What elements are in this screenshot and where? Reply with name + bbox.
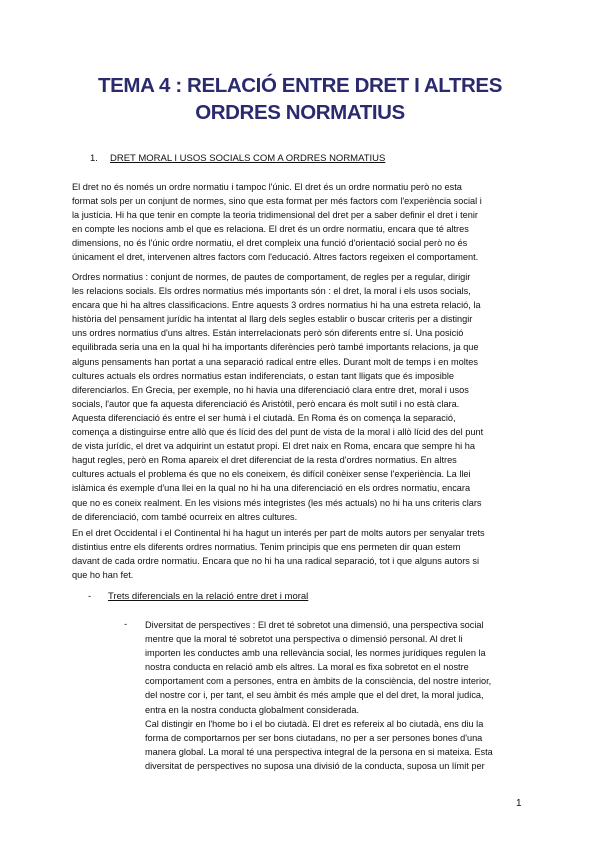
paragraph-2-line: diferenciarlos. En Grecia, per exemple, no hi havia una diferenciació clara entre dret, moral i usos [72, 384, 469, 395]
paragraph-2-line: hagut regles, però en Roma apareix el dret diferenciat de la resta d'ordres normatius. En altres [72, 455, 457, 466]
paragraph-2-line: comença a distinguirse entre allò que és lícid des del punt de vista de la moral i allò lícid des del punt [72, 427, 484, 438]
paragraph-2-line: islàmica és exemple d'una llei en la qual no hi ha una diferenciació en els ordres normatiu, encara [72, 483, 471, 494]
paragraph-1-line: únicament el dret, intervenen altres factors com l'educació. Altres factors regeixen el comportament. [72, 252, 479, 263]
paragraph-2-line: de vista jurídic, el dret va adquirint un estatut propi. El dret naix en Roma, encara que sempre hi ha [72, 441, 475, 452]
paragraph-1 [72, 180, 532, 265]
subsection-title: Trets diferencials en la relació entre dret i moral [108, 591, 309, 602]
paragraph-1-line: dimensions, no és l'únic ordre normatiu, el dret compleix una funció d'orientació social però no és [72, 238, 468, 249]
bullet-line: nostra conducta en relació amb els altres. La moral es fixa sobretot en el nostre [145, 662, 469, 673]
title-line-1: TEMA 4 : RELACIÓ ENTRE DRET I ALTRES [98, 74, 502, 97]
section-number: 1. [90, 153, 98, 164]
bullet-dash: - [124, 619, 128, 630]
paragraph-2-line: les relacions socials. Els ordres normatius més importants són : el dret, la moral i els usos socials, [72, 286, 471, 297]
bullet-line: diversitat de perspectives no suposa una divisió de la conducta, suposa un límit per [145, 760, 485, 771]
paragraph-3-line: davant de cada ordre normatiu. Encara que no hi ha una radical separació, tot i que alguns autors si [72, 556, 480, 567]
paragraph-3-line: distintius entre els diferents ordres normatius. Tenim principis que ens permeten dir quan estem [72, 542, 461, 553]
section-title: DRET MORAL I USOS SOCIALS COM A ORDRES NORMATIUS [110, 153, 386, 164]
bullet-line: mentre que la moral té sobretot una perspectiva o dimensió personal. Al dret li [145, 634, 463, 645]
bullet-line: manera global. La moral té una perspectiva integral de la persona en si mateixa. Esta [145, 746, 493, 757]
paragraph-1-line: la justícia. Hi ha que tenir en compte la teoria tridimensional del dret per a saber definir el dret i tenir [72, 210, 478, 221]
paragraph-2-line: alguns pensaments han portat a una separació radical entre elles. Durant molt de temps i en moltes [72, 356, 479, 367]
paragraph-2-line: Ordres normatius : conjunt de normes, de pautes de comportament, de regles per a regular, dirigir [72, 272, 471, 282]
paragraph-2-line: història del pensament jurídic ha intentat al llarg dels segles establir o buscar criteris per a distingir [72, 314, 473, 325]
paragraph-2-line: encara que hi ha altres classificacions. Entre aquests 3 ordres normatius hi ha una estreta relació, la [72, 300, 481, 311]
paragraph-2-line: cultures actuals els ordres normatius estan indiferenciats, o estan tant lligats que és imposible [72, 370, 454, 381]
paragraph-2 [72, 270, 532, 524]
paragraph-2-line: que no es coneix realment. En les visions més integristes (les més actuals) no hi ha uns criteris clars [72, 497, 482, 508]
paragraph-1-line: El dret no és només un ordre normatiu i tampoc l'únic. El dret és un ordre normatiu però no esta [72, 182, 462, 192]
paragraph-2-line: de diferenciació, com també ocurreix en altres cultures. [72, 511, 298, 522]
paragraph-3-line: que ho han fet. [72, 570, 134, 581]
paragraph-1-line: en compte les nocions amb el que es relaciona. El dret és un ordre normatiu, encara que té altres [72, 224, 469, 235]
paragraph-2-line: socials, l'autor que fa aquesta diferenciació és Aristòtil, però encara és molt sutil i no està clara. [72, 398, 460, 409]
bullet-line: del nostre cor i, per tant, el seu àmbit és més ample que el del dret, la moral judica, [145, 690, 484, 701]
paragraph-2-line: Aquesta diferenciació és entre el ser humà i el ciutadà. En Roma és on comença la separació, [72, 412, 456, 423]
bullet-paragraph [145, 618, 535, 773]
subsection-heading [88, 591, 308, 602]
bullet-line: forma de comportarnos per ser bons ciutadans, no per a ser persones bones d'una [145, 732, 483, 743]
paragraph-2-line: uns ordres normatius d'uns altres. Están interrelacionats però són diferents entre sí. Una posició [72, 328, 464, 339]
page-number: 1 [516, 798, 522, 809]
bullet-line: importen les conductes amb una rellevància social, les normes jurídiques regulen la [145, 648, 486, 659]
section-heading [90, 153, 385, 164]
bullet-line: entra en la nostra conducta globalment considerada. [145, 704, 360, 715]
bullet-line: Cal distingir en l'home bo i el bo ciutadà. El dret es refereix al bo ciutadà, ens diu la [145, 718, 484, 729]
paragraph-2-line: cultures actuals el problema és que no els coneixem, és difícil conèixer sense l'experiència. La llei [72, 469, 471, 480]
title-line-2: ORDRES NORMATIUS [195, 101, 405, 124]
bullet-line: Diversitat de perspectives : El dret té sobretot una dimensió, una perspectiva social [145, 620, 484, 630]
document-title [60, 72, 540, 126]
bullet-line: comportament com a persones, entra en àmbits de la consciència, del nostre interior, [145, 676, 492, 687]
paragraph-2-line: equilibrada seria una en la qual hi ha importants diferències però també importants relacions, ja que [72, 342, 479, 353]
paragraph-3 [72, 526, 532, 582]
subsection-dash: - [88, 591, 92, 602]
paragraph-1-line: format sols per un conjunt de normes, sino que esta format per més factors com l'experiència social i [72, 196, 482, 207]
paragraph-3-line: En el dret Occidental i el Continental hi ha hagut un interés per part de molts autors per senyalar trets [72, 528, 485, 538]
